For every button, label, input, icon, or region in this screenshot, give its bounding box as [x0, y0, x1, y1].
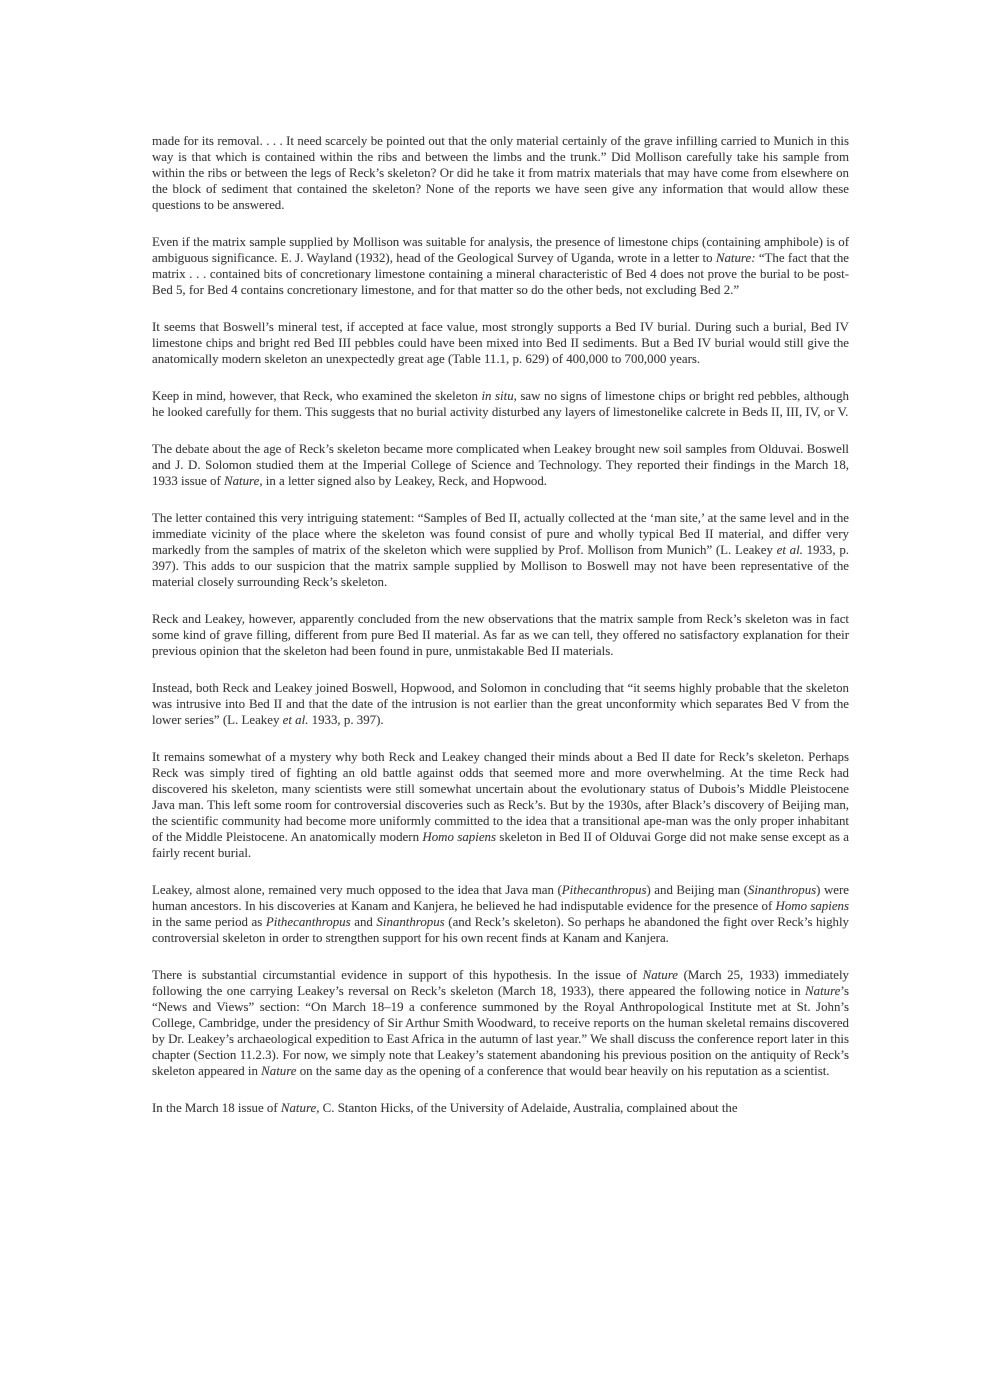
- body-text: , in a letter signed also by Leakey, Reck, and Hopwood.: [259, 474, 548, 488]
- italic-text: Nature:: [715, 251, 756, 265]
- page-text: [152, 133, 849, 1116]
- paragraph: [152, 441, 849, 489]
- body-text: Keep in mind, however, that Reck, who examined the skeleton: [152, 389, 482, 403]
- italic-text: Nature: [805, 984, 841, 998]
- body-text: ’s “News and Views” section: “On March 18–19 a conference summoned by the Royal Anthropological Institute met at St. John’s College, Cambridge, under the presidency of Sir Arthur Smith Woodward, to receive reports on the human skeletal remains discovered by Dr. Leakey’s archaeological expedition to East Africa in the autumn of last year.” We shall discuss the conference report later in this chapter (Section 11.2.3). For now, we simply note that Leakey’s statement abandoning his previous position on the antiquity of Reck’s skeleton appeared in: [152, 984, 849, 1078]
- body-text: There is substantial circumstantial evidence in support of this hypothesis. In the issue of: [152, 968, 643, 982]
- paragraph: [152, 388, 849, 420]
- italic-text: et al.: [282, 713, 309, 727]
- body-text: , saw no signs of limestone chips or bright red pebbles, although he looked carefully for them. This suggests that no burial activity disturbed any layers of limestonelike calcrete in Beds II, III, IV, or V.: [152, 389, 849, 419]
- body-text: “The fact that the matrix . . . contained bits of concretionary limestone containing a mineral characteristic of Bed 4 does not prove the burial to be post-Bed 5, for Bed 4 contains concretionary limestone, and for that matter so do the other beds, not excluding Bed 2.”: [152, 251, 849, 297]
- italic-text: Homo sapiens: [422, 830, 496, 844]
- body-text: 1933, p. 397).: [308, 713, 384, 727]
- paragraph: [152, 882, 849, 946]
- italic-text: Homo sapiens: [775, 899, 850, 913]
- body-text: and: [350, 915, 377, 929]
- paragraph: [152, 234, 849, 298]
- body-text: , C. Stanton Hicks, of the University of Adelaide, Australia, complained about the: [316, 1101, 738, 1115]
- paragraph: [152, 319, 849, 367]
- italic-text: in situ: [481, 389, 514, 403]
- italic-text: Nature: [642, 968, 678, 982]
- paragraph: [152, 510, 849, 590]
- italic-text: Nature: [261, 1064, 297, 1078]
- italic-text: Pithecanthropus: [561, 883, 647, 897]
- body-text: In the March 18 issue of: [152, 1101, 281, 1115]
- body-text: in the same period as: [152, 915, 266, 929]
- body-text: Leakey, almost alone, remained very much opposed to the idea that Java man (: [152, 883, 562, 897]
- paragraph: [152, 967, 849, 1079]
- italic-text: Sinanthropus: [747, 883, 817, 897]
- italic-text: Sinanthropus: [376, 915, 445, 929]
- body-text: Instead, both Reck and Leakey joined Boswell, Hopwood, and Solomon in concluding that “it seems highly probable that the skeleton was intrusive into Bed II and that the date of the intrusion is not earlier than the great unconformity which separates Bed V from the lower series” (L. Leakey: [152, 681, 849, 727]
- body-text: made for its removal. . . . It need scarcely be pointed out that the only material certainly of the grave infilling carried to Munich in this way is that which is contained within the ribs and between the limbs and the trunk.” Did Mollison carefully take his sample from within the ribs or between the legs of Reck’s skeleton? Or did he take it from matrix materials that may have come from elsewhere on the block of sediment that contained the skeleton? None of the reports we have seen give any information that would allow these questions to be answered.: [152, 134, 849, 212]
- italic-text: et al.: [776, 543, 803, 557]
- italic-text: Nature: [223, 474, 260, 488]
- body-text: It remains somewhat of a mystery why both Reck and Leakey changed their minds about a Bed II date for Reck’s skeleton. Perhaps Reck was simply tired of fighting an old battle against odds that seemed more and more overwhelming. At the time Reck had discovered his skeleton, many scientists were still somewhat uncertain about the evolutionary status of Dubois’s Middle Pleistocene Java man. This left some room for controversial discoveries such as Reck’s. But by the 1930s, after Black’s discovery of Beijing man, the scientific community had become more uniformly committed to the idea that a transitional ape-man was the only proper inhabitant of the Middle Pleistocene. An anatomically modern: [152, 750, 849, 844]
- paragraph: [152, 1100, 849, 1116]
- paragraph: [152, 680, 849, 728]
- body-text: Reck and Leakey, however, apparently concluded from the new observations that the matrix sample from Reck’s skeleton was in fact some kind of grave filling, different from pure Bed II material. As far as we can tell, they offered no satisfactory explanation for their previous opinion that the skeleton had been found in pure, unmistakable Bed II materials.: [152, 612, 849, 658]
- paragraph: [152, 611, 849, 659]
- body-text: skeleton in Bed II of Olduvai Gorge did not make sense except as a fairly recent burial.: [152, 830, 849, 860]
- body-text: The debate about the age of Reck’s skeleton became more complicated when Leakey brought new soil samples from Olduvai. Boswell and J. D. Solomon studied them at the Imperial College of Science and Technology. They reported their findings in the March 18, 1933 issue of: [152, 442, 849, 488]
- body-text: 1933, p. 397). This adds to our suspicion that the matrix sample supplied by Mollison to Boswell may not have been representative of the material closely surrounding Reck’s skeleton.: [152, 543, 849, 589]
- body-text: It seems that Boswell’s mineral test, if accepted at face value, most strongly supports a Bed IV burial. During such a burial, Bed IV limestone chips and bright red Bed III pebbles could have been mixed into Bed II sediments. But a Bed IV burial would still give the anatomically modern skeleton an unexpectedly great age (Table 11.1, p. 629) of 400,000 to 700,000 years.: [152, 320, 849, 366]
- italic-text: Pithecanthropus: [265, 915, 351, 929]
- body-text: ) and Beijing man (: [646, 883, 748, 897]
- italic-text: Nature: [280, 1101, 317, 1115]
- body-text: Even if the matrix sample supplied by Mollison was suitable for analysis, the presence of limestone chips (containing amphibole) is of ambiguous significance. E. J. Wayland (1932), head of the Geological Survey of Uganda, wrote in a letter to: [152, 235, 849, 265]
- body-text: The letter contained this very intriguing statement: “Samples of Bed II, actually collected at the ‘man site,’ at the same level and in the immediate vicinity of the place where the skeleton was found consist of pure and wholly typical Bed II material, and differ very markedly from the samples of matrix of the skeleton which were supplied by Prof. Mollison from Munich” (L. Leakey: [152, 511, 849, 557]
- body-text: ) were human ancestors. In his discoveries at Kanam and Kanjera, he believed he had indisputable evidence for the presence of: [152, 883, 849, 913]
- body-text: on the same day as the opening of a conference that would bear heavily on his reputation as a scientist.: [296, 1064, 830, 1078]
- body-text: (March 25, 1933) immediately following the one carrying Leakey’s reversal on Reck’s skeleton (March 18, 1933), there appeared the following notice in: [152, 968, 849, 998]
- paragraph: [152, 133, 849, 213]
- body-text: (and Reck’s skeleton). So perhaps he abandoned the fight over Reck’s highly controversial skeleton in order to strengthen support for his own recent finds at Kanam and Kanjera.: [152, 915, 849, 945]
- paragraph: [152, 749, 849, 861]
